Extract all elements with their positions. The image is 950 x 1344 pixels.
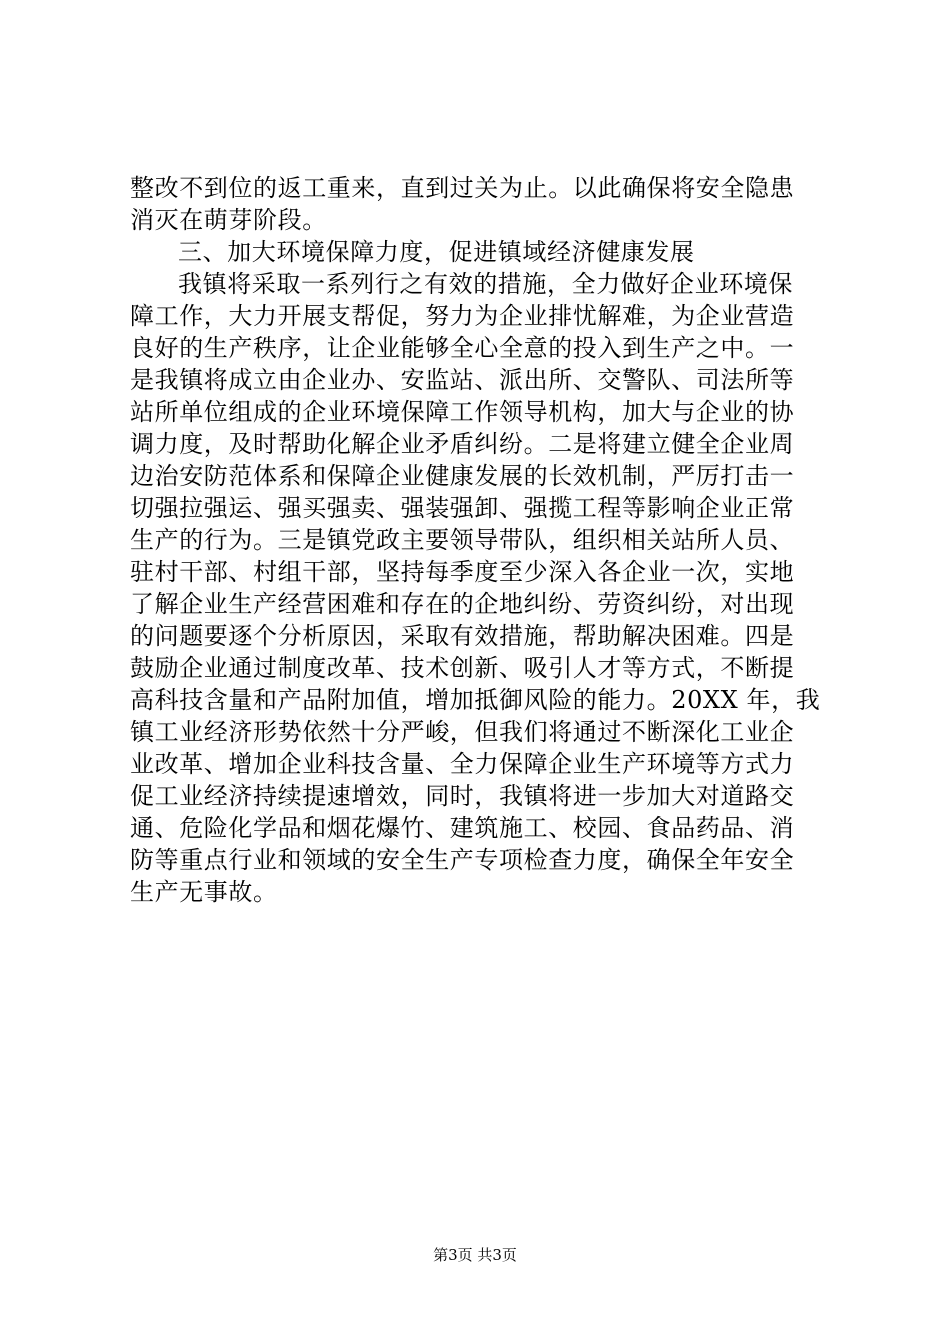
text-line: 业改革、增加企业科技含量、全力保障企业生产环境等方式力 bbox=[130, 750, 795, 778]
text-line: 良好的生产秩序，让企业能够全心全意的投入到生产之中。一 bbox=[130, 334, 795, 362]
text-line: 消灭在萌芽阶段。 bbox=[130, 206, 327, 234]
text-line: 通、危险化学品和烟花爆竹、建筑施工、校园、食品药品、消 bbox=[130, 814, 795, 842]
text-line: 整改不到位的返工重来，直到过关为止。以此确保将安全隐患 bbox=[130, 174, 795, 202]
text-line: 驻村干部、村组干部，坚持每季度至少深入各企业一次，实地 bbox=[130, 558, 795, 586]
text-line: 高科技含量和产品附加值，增加抵御风险的能力。20XX 年，我 bbox=[130, 686, 821, 714]
text-line: 促工业经济持续提速增效，同时，我镇将进一步加大对道路交 bbox=[130, 782, 795, 810]
text-line: 障工作，大力开展支帮促，努力为企业排忧解难，为企业营造 bbox=[130, 302, 795, 330]
text-line: 是我镇将成立由企业办、安监站、派出所、交警队、司法所等 bbox=[130, 366, 795, 394]
text-line: 了解企业生产经营困难和存在的企地纠纷、劳资纠纷，对出现 bbox=[130, 590, 795, 618]
text-line: 边治安防范体系和保障企业健康发展的长效机制，严厉打击一 bbox=[130, 462, 795, 490]
text-line: 站所单位组成的企业环境保障工作领导机构，加大与企业的协 bbox=[130, 398, 795, 426]
text-line: 生产的行为。三是镇党政主要领导带队，组织相关站所人员、 bbox=[130, 526, 795, 554]
text-line: 鼓励企业通过制度改革、技术创新、吸引人才等方式，不断提 bbox=[130, 654, 795, 682]
text-line: 生产无事故。 bbox=[130, 878, 278, 906]
text-line: 我镇将采取一系列行之有效的措施，全力做好企业环境保 bbox=[178, 270, 793, 298]
text-line: 防等重点行业和领域的安全生产专项检查力度，确保全年安全 bbox=[130, 846, 795, 874]
text-line: 调力度，及时帮助化解企业矛盾纠纷。二是将建立健全企业周 bbox=[130, 430, 795, 458]
text-line: 的问题要逐个分析原因，采取有效措施，帮助解决困难。四是 bbox=[130, 622, 795, 650]
text-line: 镇工业经济形势依然十分严峻，但我们将通过不断深化工业企 bbox=[130, 718, 795, 746]
page-footer bbox=[0, 1245, 950, 1265]
page-number: 第3页 共3页 bbox=[433, 1246, 517, 1264]
text-line: 切强拉强运、强买强卖、强装强卸、强揽工程等影响企业正常 bbox=[130, 494, 795, 522]
document-body bbox=[130, 172, 830, 908]
section-heading: 三、加大环境保障力度，促进镇域经济健康发展 bbox=[178, 238, 695, 266]
